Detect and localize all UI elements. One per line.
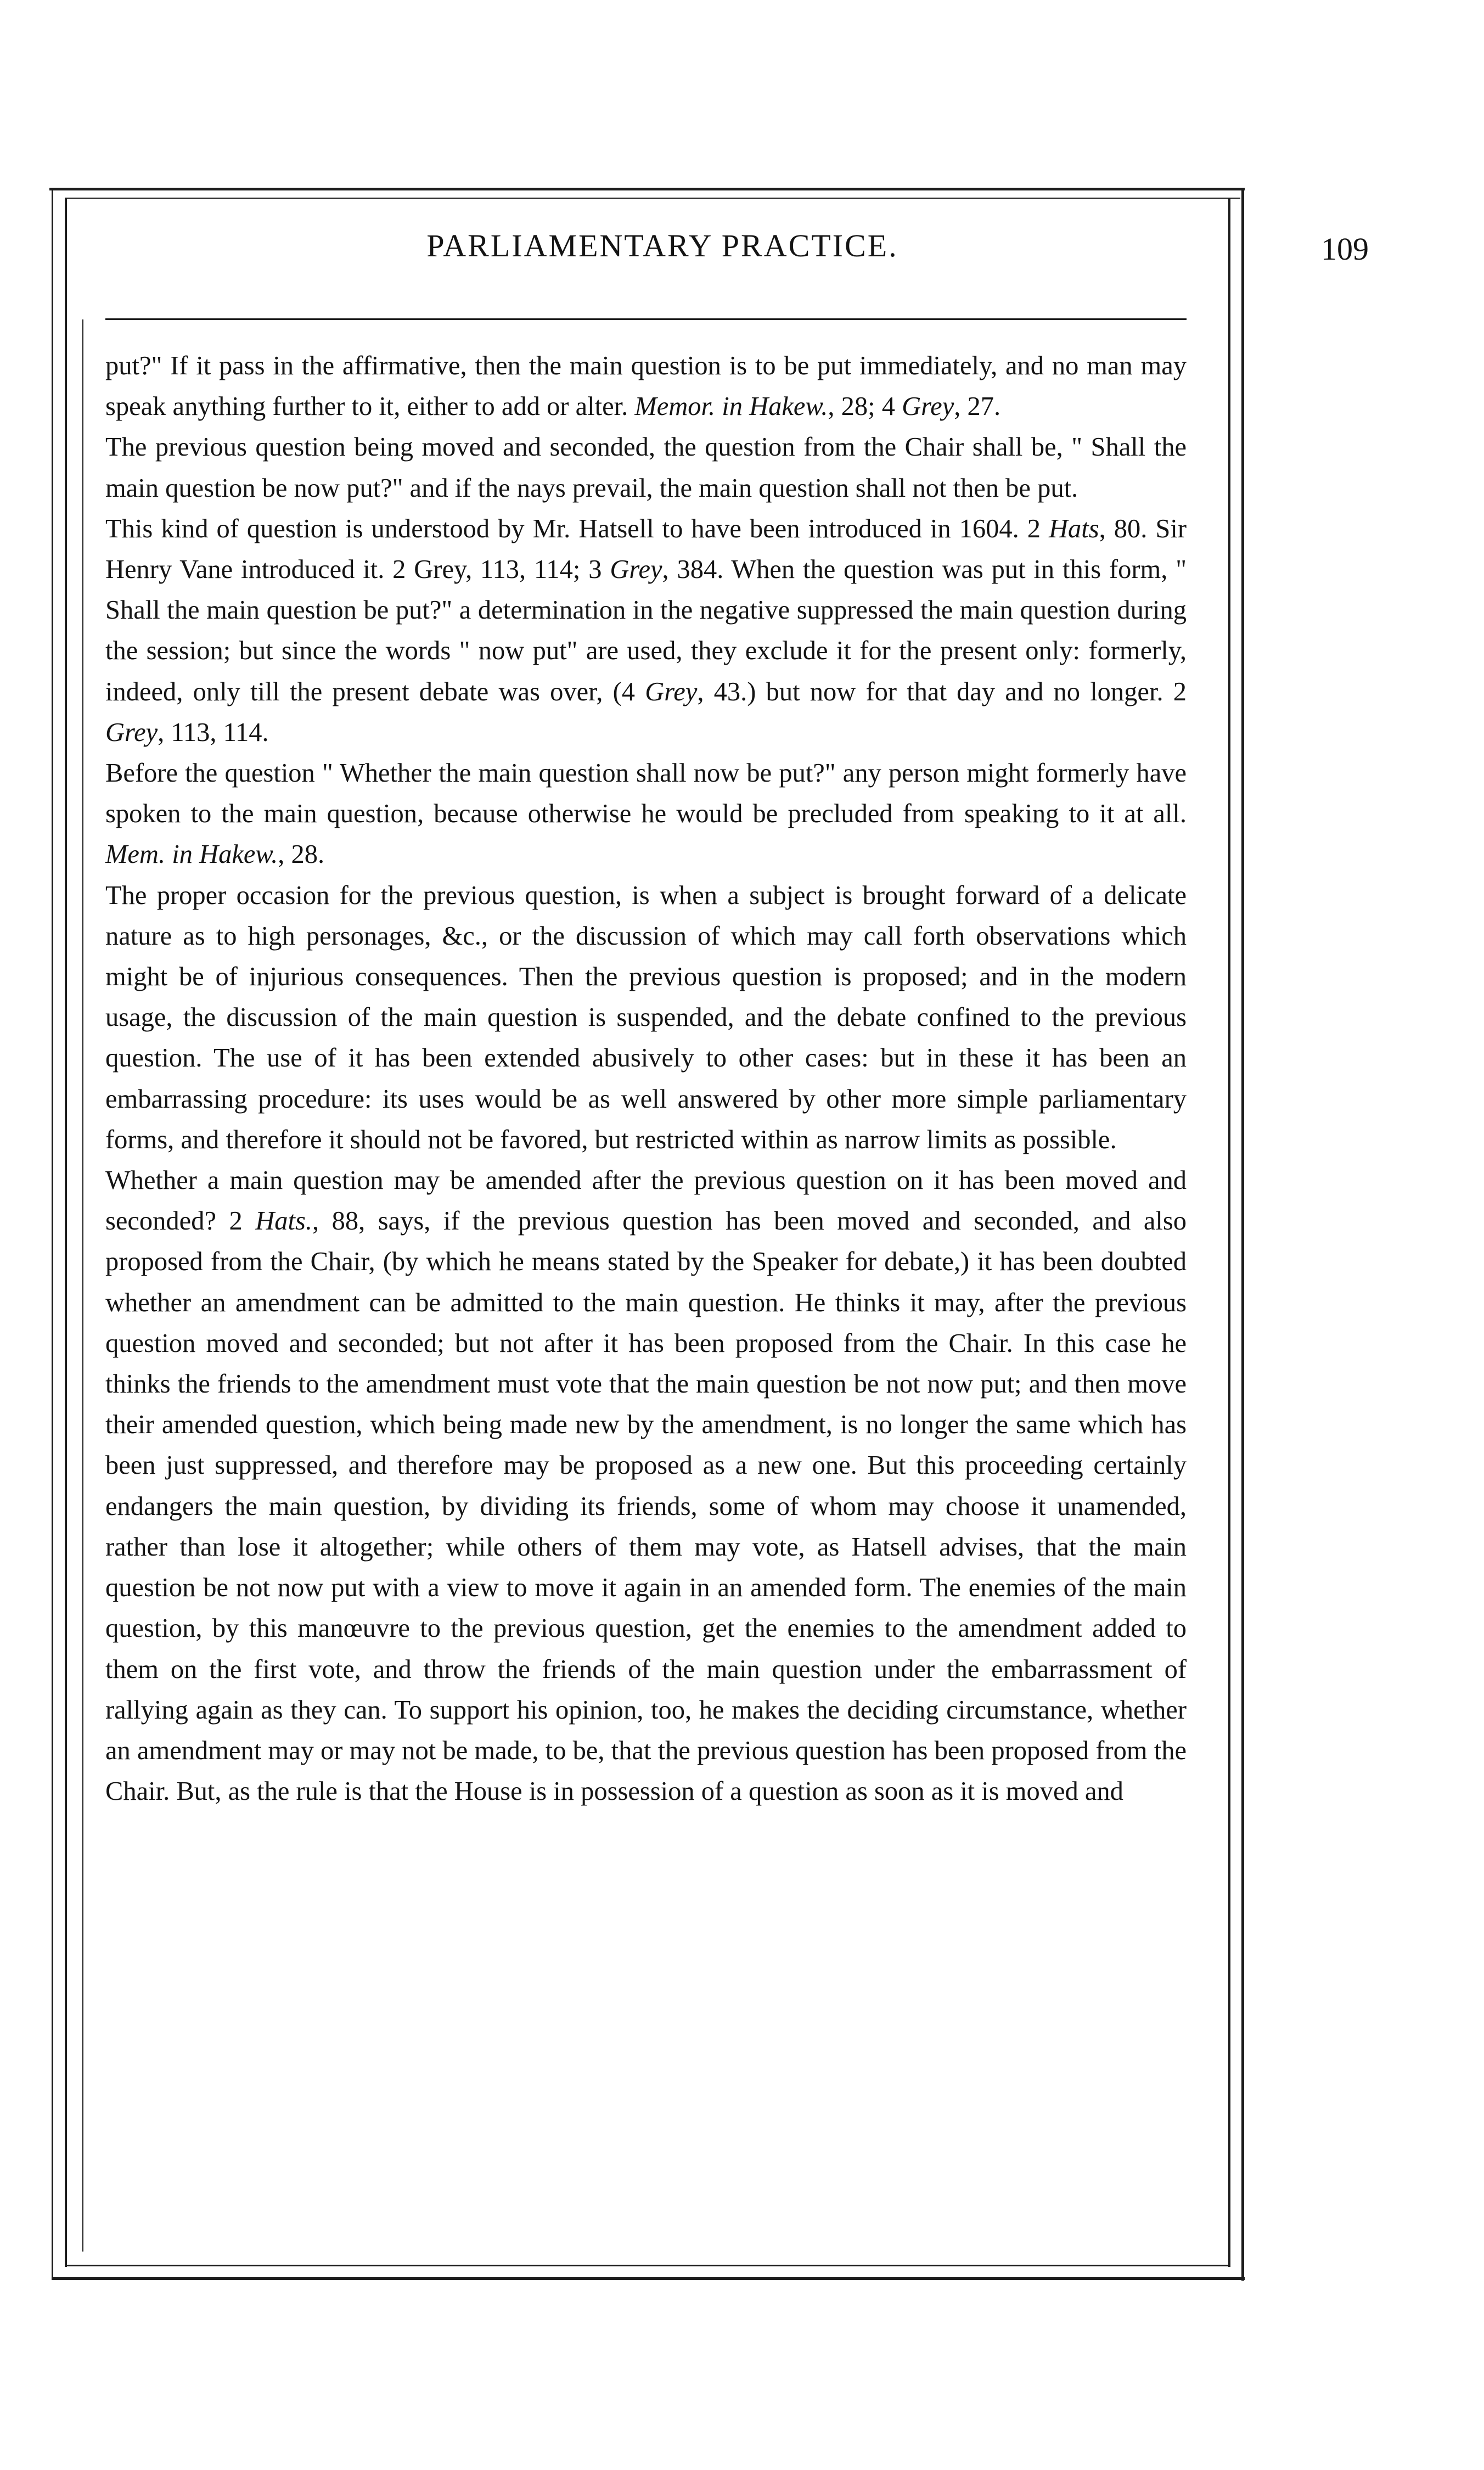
- citation-italic: Hats: [1049, 514, 1099, 543]
- paragraph: [105, 346, 1187, 427]
- running-title: PARLIAMENTARY PRACTICE.: [426, 228, 898, 263]
- text-run: The previous question being moved and seconded, the question from the Chair shall be, " Shall the main question be now put?" and if the nays prevail, the main question shall not then be put.: [105, 433, 1187, 503]
- citation-italic: Grey: [645, 677, 698, 706]
- text-run: Before the question " Whether the main question shall now be put?" any person might formerly have spoken to the main question, because otherwise he would be precluded from speaking to it at all.: [105, 759, 1187, 829]
- text-run: , 28; 4: [828, 392, 902, 422]
- citation-italic: Grey: [902, 392, 954, 422]
- paragraph: [105, 427, 1187, 508]
- citation-italic: Hats.: [255, 1206, 312, 1236]
- text-run: , 28.: [278, 840, 325, 869]
- text-run: , 384. When the question was put in this form, " Shall the main question be put?" a determination in the negative suppressed the main question during the session; but since the words " now put" are used, they exclude it for the present only: formerly, indeed, only till the present debate was over, (4: [105, 555, 1187, 706]
- text-run: The proper occasion for the previous question, is when a subject is brought forward of a delicate nature as to high personages, &c., or the discussion of which may call forth observations which might be of injurious consequences. Then the previous question is proposed; and in the modern usage, the discussion of the main question is suspended, and the debate confined to the previous question. The use of it has been extended abusively to other cases: but in these it has been an embarrassing procedure: its uses would be as well answered by other more simple parliamentary forms, and therefore it should not be favored, but restricted within as narrow limits as possible.: [105, 880, 1187, 1154]
- frame-left-rule: [65, 198, 67, 2267]
- text-run: , 80. Sir Henry Vane introduced it. 2 Grey, 113, 114; 3: [105, 514, 1187, 585]
- frame-top-inner-rule: [65, 198, 1240, 199]
- paragraph: [105, 875, 1187, 1160]
- text-run: , 113, 114.: [158, 717, 269, 747]
- text-run: , 43.) but now for that day and no longer. 2: [697, 677, 1187, 706]
- page-number: 109: [1321, 231, 1369, 267]
- paragraph: [105, 753, 1187, 875]
- frame-top-rule: [49, 188, 1245, 190]
- citation-italic: Grey: [610, 555, 662, 585]
- text-run: , 27.: [954, 392, 1001, 422]
- text-run: put?" If it pass in the affirmative, then the main question is to be put immediately, and no man may speak anything further to it, either to add or alter.: [105, 351, 1187, 422]
- frame-left-outer-rule: [52, 188, 53, 2279]
- paragraph: [105, 1160, 1187, 1812]
- text-left-rule: [82, 319, 83, 2252]
- citation-italic: Mem. in Hakew.: [105, 840, 278, 869]
- text-run: , 88, says, if the previous question has been moved and seconded, and also proposed from the Chair, (by which he means stated by the Speaker for debate,) it has been doubted whether an amendment can be admitted to the main question. He thinks it may, after the previous question moved and seconded; but not after it has been proposed from the Chair. In this case he thinks the friends to the amendment must vote that the main question be not now put; and then move their amended question, which being made new by the amendment, is no longer the same which has been just suppressed, and therefore may be proposed as a new one. But this proceeding certainly endangers the main question, by dividing its friends, some of whom may choose it unamended, rather than lose it altogether; while others of them may vote, as Hatsell advises, that the main question be not now put with a view to move it again in an amended form. The enemies of the main question, by this manœuvre to the previous question, get the enemies to the amendment added to them on the first vote, and throw the friends of the main question under the embarrassment of rallying again as they can. To support his opinion, too, he makes the deciding circumstance, whether an amendment may or may not be made, to be, that the previous question has been proposed from the Chair. But, as the rule is that the House is in possession of a question as soon as it is moved and: [105, 1206, 1187, 1806]
- frame-right-rule: [1228, 199, 1230, 2267]
- text-run: This kind of question is understood by Mr. Hatsell to have been introduced in 1604. 2: [105, 514, 1049, 543]
- citation-italic: Memor. in Hakew.: [634, 392, 828, 422]
- frame-bottom-inner-rule: [65, 2265, 1230, 2266]
- paragraph: [105, 509, 1187, 753]
- citation-italic: Grey: [105, 717, 158, 747]
- text-run: Whether a main question may be amended after the previous question on it has been moved and seconded? 2: [105, 1166, 1187, 1236]
- page-header: [115, 227, 1369, 282]
- frame-right-outer-rule: [1241, 189, 1244, 2281]
- header-underline-rule: [105, 318, 1187, 320]
- frame-bottom-rule: [52, 2277, 1245, 2280]
- body-text: [105, 346, 1187, 1812]
